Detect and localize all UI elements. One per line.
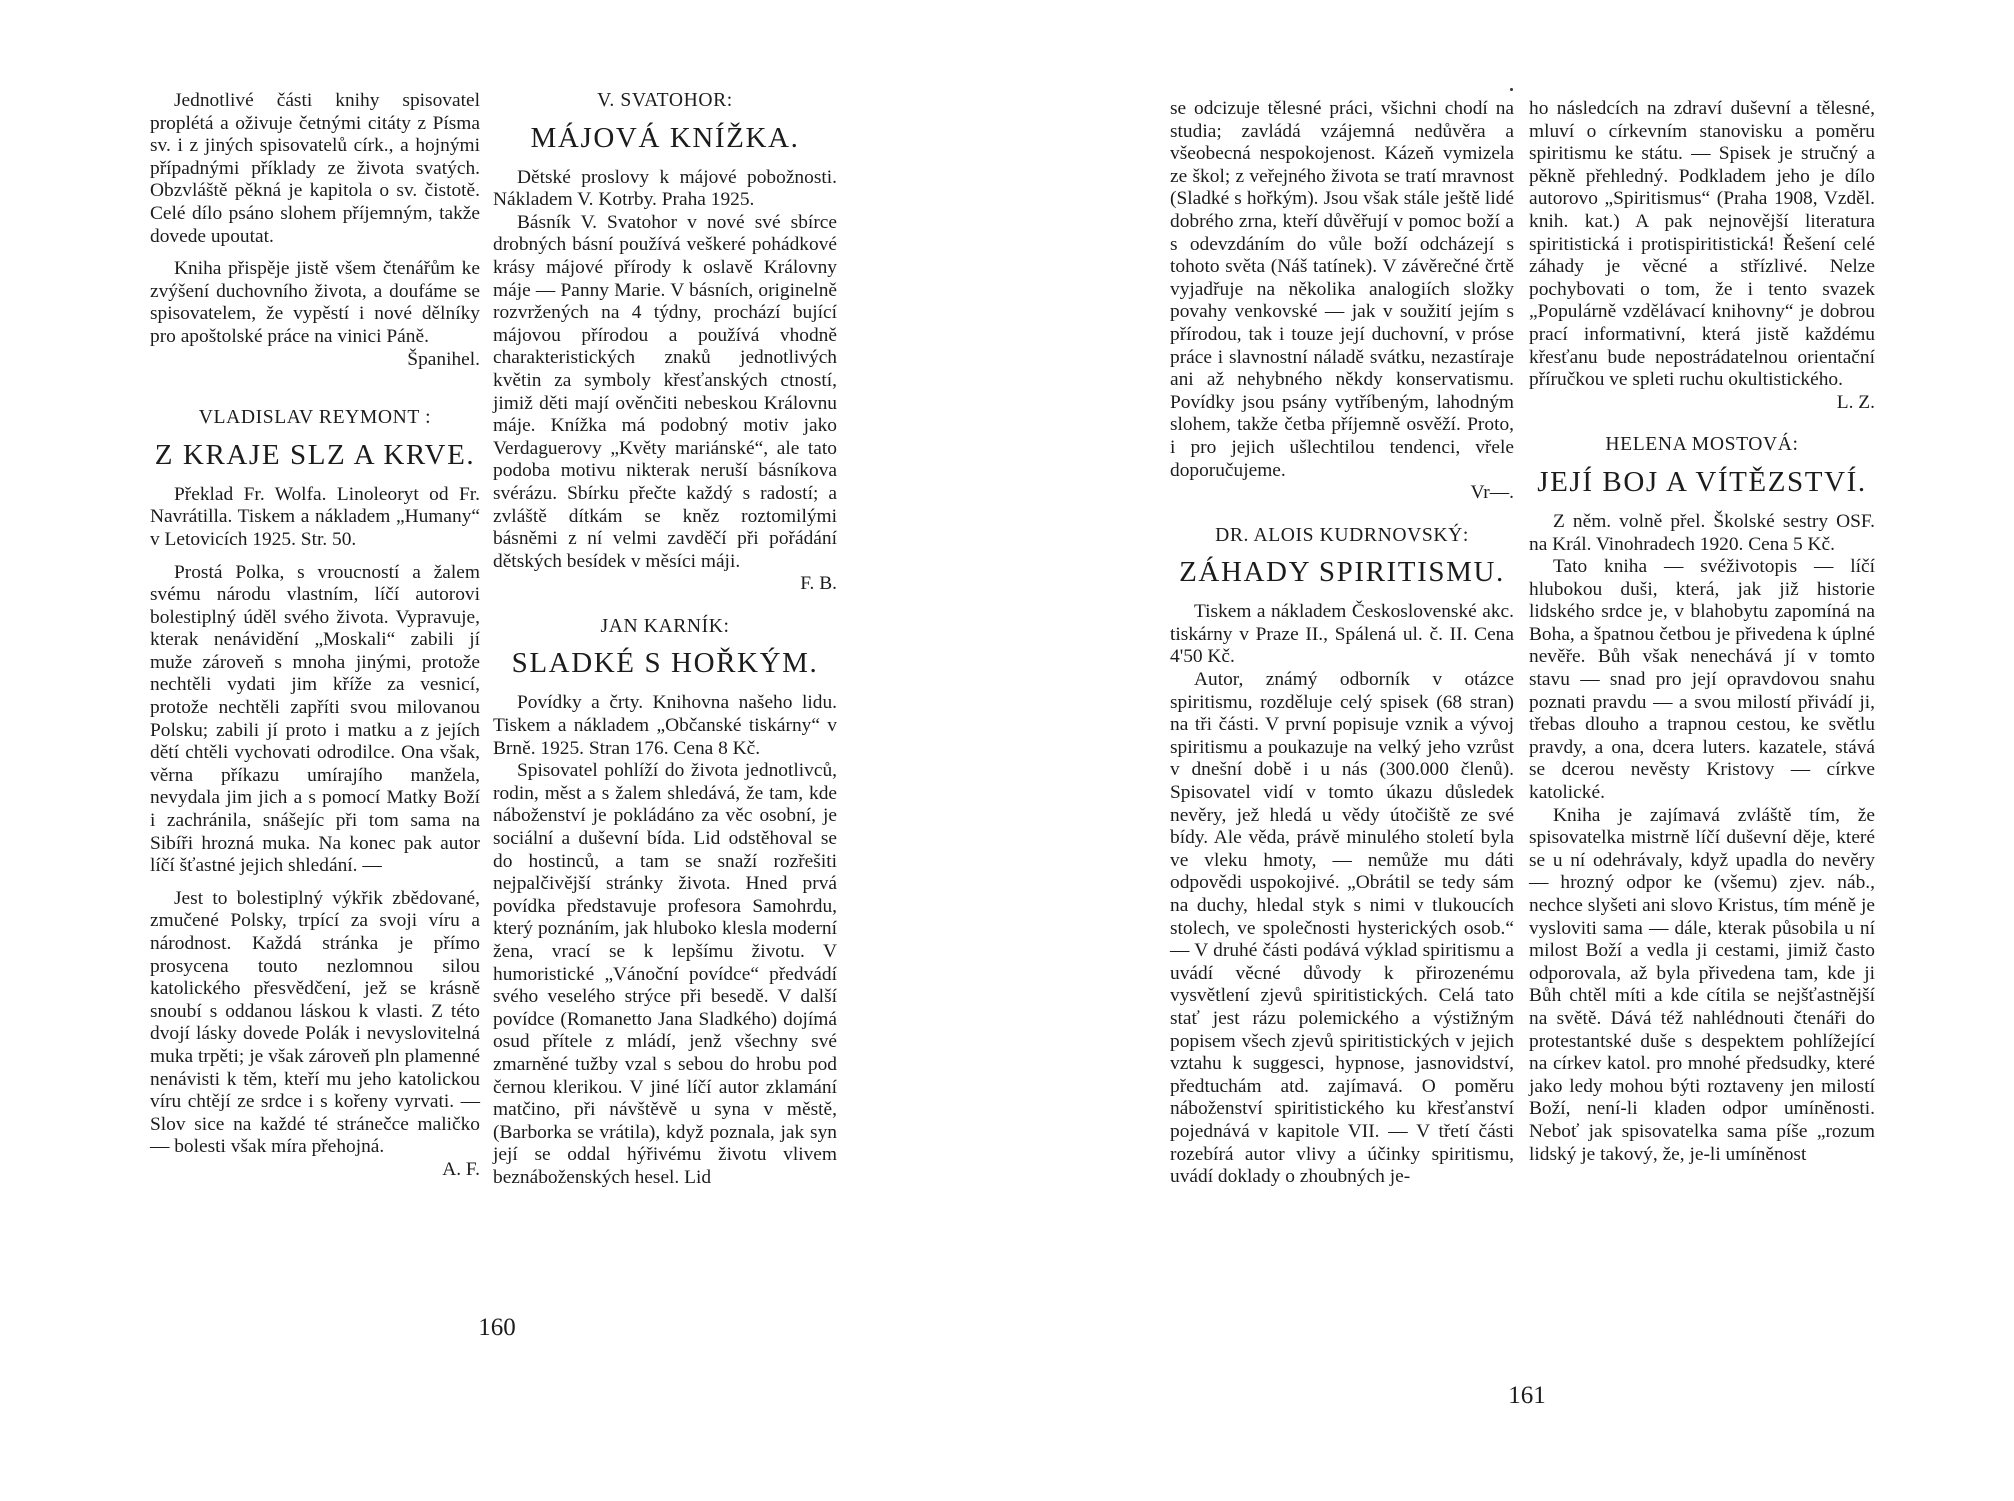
review-title: ZÁHADY SPIRITISMU. (1179, 556, 1505, 589)
paragraph: Jest to bolestiplný výkřik zbědované, zmučené Polsky, trpící za svoji víru a národnost. Každá stránka je přímo prosycena touto nezlomnou silou katolického přesvědčení, jež se krásně snoubí s oddanou láskou k vlasti. Z této dvojí lásky dovede Polák i nevyslovitelná muka trpěti; je však zároveň pln plamenné nenávisti k těm, kteří mu jeho katolickou víru chtějí ze srdce i s kořeny vyrvati. — Slov sice na každé té stránečce maličko — bolesti však míra přehojná. (150, 887, 480, 1158)
column-4 (1529, 98, 1875, 1166)
paragraph: Prostá Polka, s vroucností a žalem svému národu vlastním, líčí autorovi bolestiplný úděl svého života. Vypravuje, kterak nenávidění „Moskali“ zabili jí muže zároveň s mnoha jinými, protože nechtěli vydati jim kříže za vesnicí, protože nechtěli zapříti svou milovanou Polsku; zabili jí proto i matku a z jejích dětí chtěli vychovati odrodilce. Ona však, věrna příkazu umírajího manžela, nevydala jim jich a s pomocí Matky Boží i zachránila, snášejíc při tom sama na Sibíři hrozná muka. Na konec pak autor líčí šťastné jejich shledání. — (150, 561, 480, 877)
paragraph: Povídky a črty. Knihovna našeho lidu. Tiskem a nákladem „Občanské tiskárny“ v Brně. 1925. Stran 176. Cena 8 Kč. (493, 692, 837, 759)
review-author: DR. ALOIS KUDRNOVSKÝ: (1215, 524, 1469, 546)
column-2 (493, 90, 837, 1190)
review-title: JEJÍ BOJ A VÍTĚZSTVÍ. (1537, 465, 1867, 498)
paragraph: Jednotlivé části knihy spisovatel proplétá a oživuje četnými citáty z Písma sv. i z jiných spisovatelů círk., a hojnými případnými příklady ze života svatých. Obzvláště pěkná je kapitola o sv. čistotě. Celé dílo psáno slohem příjemným, takže dovede upoutat. (150, 90, 480, 247)
review-author: VLADISLAV REYMONT : (198, 407, 432, 429)
scan-speck (1510, 88, 1513, 91)
page-number: 160 (478, 1314, 516, 1341)
paragraph: ho následcích na zdraví duševní a tělesné, mluví o církevním stanovisku a poměru spiritismu ke státu. — Spisek je stručný a pěkně přehledný. Podkladem jeho je dílo autorovo „Spiritismus“ (Praha 1908, Vzděl. knih. kat.) A pak nejnovější literatura spiritistická i protispiritistická! Řešení celé záhady je věcné a střízlivé. Nelze pochybovati o tom, že i tento svazek „Populárně vzdělávací knihovny“ je dobrou prací informativní, která jistě každému křesťanu bude nepostrádatelnou orientační příručkou ve spleti ruchu okultistického. (1529, 98, 1875, 391)
review-signature: Vr—. (1470, 482, 1514, 504)
column-3 (1170, 98, 1514, 1189)
review-signature: Španihel. (407, 348, 480, 370)
review-author: JAN KARNÍK: (600, 615, 730, 637)
paragraph: Kniha přispěje jistě všem čtenářům ke zvýšení duchovního života, a doufáme se spisovatelem, že vypěstí i nové dělníky pro apoštolské práce na vinici Páně. (150, 258, 480, 347)
review-signature: F. B. (800, 573, 837, 595)
review-title: Z KRAJE SLZ A KRVE. (154, 438, 476, 471)
review-signature: L. Z. (1836, 391, 1875, 413)
column-1 (150, 90, 480, 1182)
page-number: 161 (1508, 1382, 1546, 1409)
paragraph: Překlad Fr. Wolfa. Linoleoryt od Fr. Navrátilla. Tiskem a nákladem „Humany“ v Letovicích 1925. Str. 50. (150, 483, 480, 550)
right-page (1007, 0, 2014, 1501)
review-signature: A. F. (442, 1158, 480, 1180)
review-author: HELENA MOSTOVÁ: (1605, 434, 1799, 456)
review-author: V. SVATOHOR: (597, 90, 733, 111)
paragraph: Z něm. volně přel. Školské sestry OSF. na Král. Vinohradech 1920. Cena 5 Kč. (1529, 510, 1875, 555)
review-title: MÁJOVÁ KNÍŽKA. (530, 121, 800, 154)
paragraph: Spisovatel pohlíží do života jednotlivců, rodin, měst a s žalem shledává, že tam, kde náboženství je pokládáno za věc osobní, je sociální a duševní bída. Lid odstěhoval se do hostinců, a tam se snaží rozřešiti nejpalčivější stránky života. Hned prvá povídka představuje profesora Samohrdu, který poznáním, jak hluboko klesla moderní žena, vrací se k lepšímu životu. V humoristické „Vánoční povídce“ předvádí svého veselého strýce při besedě. V další povídce (Romanetto Jana Sladkého) dojímá osud přítele z mládí, jenž všechny své zmarněné tužby vzal s sebou do hrobu pod černou klerikou. V jiné líčí autor zklamání matčino, při návštěvě u syna v městě, (Barborka se vrátila), když poznala, jak syn její se oddal hýřivému životu vlivem beznáboženských hesel. Lid (493, 760, 837, 1188)
paragraph: Dětské proslovy k májové pobožnosti. Nákladem V. Kotrby. Praha 1925. (493, 166, 837, 211)
paragraph: Kniha je zajímavá zvláště tím, že spisovatelka mistrně líčí duševní děje, které se u ní odehrávaly, když upadla do nevěry — hrozný odpor ke (všemu) zjev. náb., nechce slyšeti ani slovo Kristus, tím méně je vysloviti sama — dále, kterak působila u ní milost Boží a vedla ji cestami, jimiž často odporovala, až byla přivedena tam, kde ji Bůh chtěl míti a kde cítila se nejšťastnější na světě. Dává též nahlédnouti čtenáři do protestantské duše s despektem pohlížející na církev katol. pro mnohé předsudky, které jako ledy mohou býti roztaveny jen milostí Boží, není-li kladen odpor umíněnosti. Neboť jak spisovatelka sama píše „rozum lidský je takový, že, je-li umíněnost (1529, 804, 1875, 1165)
review-title: SLADKÉ S HOŘKÝM. (511, 647, 819, 680)
paragraph: Básník V. Svatohor v nové své sbírce drobných básní používá veškeré pohádkové krásy májové přírody k oslavě Královny máje — Panny Marie. V básních, originelně rozvržených na 4 týdny, prochází bující májovou přírodou a používá vhodně charakteristických znaků jednotlivých květin za symboly křesťanských ctností, jimiž děti mají ověnčiti nebeskou Královnu máje. Knížka má podobný motiv jako Verdaguerovy „Květy mariánské“, ale tato podoba motivu nikterak neruší básníkova svérázu. Sbírku přečte každý s radostí; a zvláště dítkám se kněz roztomilými básněmi z ní velmi zavděčí při pořádání dětských besídek v měsíci máji. (493, 211, 837, 572)
paragraph: Autor, známý odborník v otázce spiritismu, rozděluje celý spisek (68 stran) na tři části. V první popisuje vznik a vývoj spiritismu a poukazuje na velký jeho vzrůst v dnešní době i u nás (300.000 členů). Spisovatel vidí v tomto úkazu důsledek nevěry, jež hledá u vědy útočiště ze své bídy. Ale věda, právě minulého století byla ve vleku hmoty, — nemůže mu dáti odpovědi uspokojivé. „Obrátil se tedy sám na duchy, hledal styk s nimi v tlukoucích stolech, ve společnosti hysterických osob.“ — V druhé části podává výklad spiritismu a uvádí věcné důvody k přirozenému vysvětlení zjevů spiritistických. Celá tato stať jest rázu polemického a výstižným popisem všech zjevů spiritistických v jejich vztahu k suggesci, hypnose, jasnovidství, předtuchám atd. zajímavá. O poměru náboženství spiritistického ku křesťanství pojednává v kapitole VII. — V třetí části rozebírá autor vlivy a účinky spiritismu, uvádí doklady o zhoubných je- (1170, 669, 1514, 1188)
paragraph: se odcizuje tělesné práci, všichni chodí na studia; zavládá vzájemná nedůvěra a všeobecná nespokojenost. Kázeň vymizela ze škol; z veřejného života se tratí mravnost (Sladké s hořkým). Jsou však stále ještě lidé dobrého zrna, kteří důvěřují v pomoc boží a s odevzdáním do vůle boží odcházejí s tohoto světa (Náš tatínek). V závěrečné črtě vyjadřuje na několika analogiích složky povahy venkovské — jak v soužití jejím s přírodou, tak i touze její duchovní, v próse práce i slavnostní náladě svátku, nezastíraje ani až nehybného někdy konservatismu. Povídky jsou psány vytříbeným, lahodným slohem, takže četba příjemně osvěží. Proto, i pro jejich ušlechtilou tendenci, vřele doporučujeme. (1170, 98, 1514, 481)
paragraph: Tato kniha — svéživotopis — líčí hlubokou duši, která, jak již historie lidského srdce je, v blahobytu zapomíná na Boha, a špatnou četbou je přivedena k úplné nevěře. Bůh však nenechává jí v tomto stavu — snad pro její opravdovou snahu poznati pravdu — a svou milostí přivádí ji, třebas dlouho a trapnou cestou, ke světlu pravdy, a ona, dcera luters. kazatele, stává se dcerou nevěsty Kristovy — církve katolické. (1529, 556, 1875, 804)
paragraph: Tiskem a nákladem Československé akc. tiskárny v Praze II., Spálená ul. č. II. Cena 4'50 Kč. (1170, 601, 1514, 668)
